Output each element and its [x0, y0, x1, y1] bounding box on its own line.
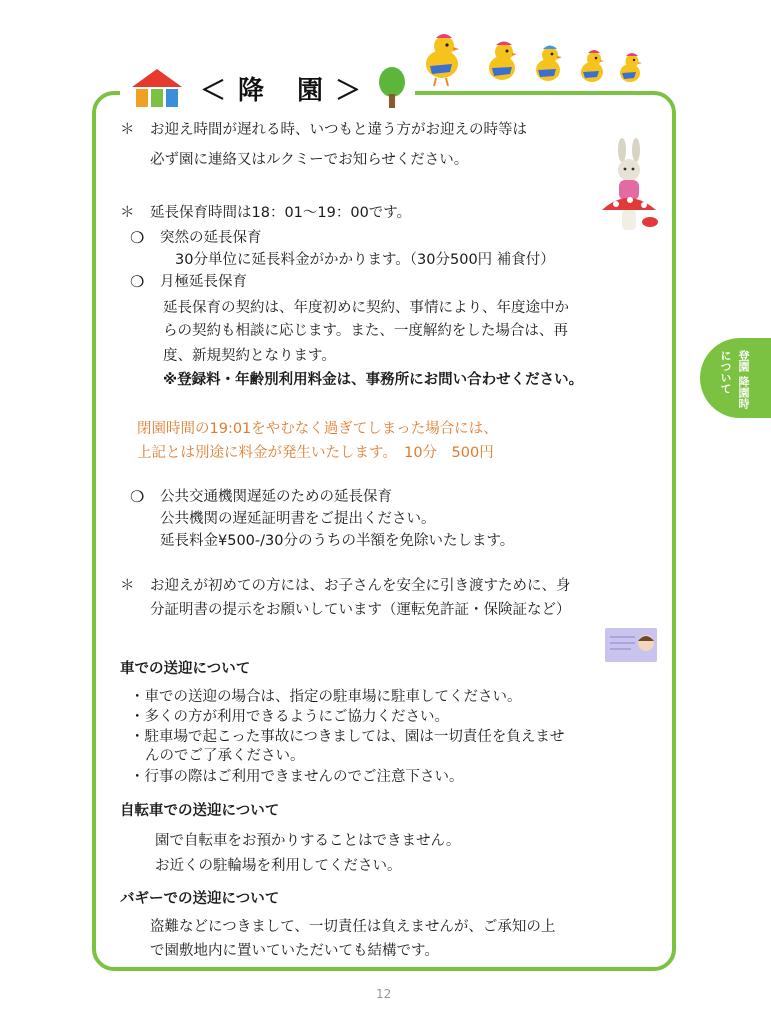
circle-bullet-icon: ❍ — [130, 272, 145, 291]
circle-bullet-icon: ❍ — [130, 487, 145, 506]
monthly-extended-note: ※登録料・年齢別利用料金は、事務所にお問い合わせください。 — [163, 372, 584, 388]
rabbit-mushroom-illustration — [600, 138, 662, 238]
monthly-extended-line2: らの契約も相談に応じます。また、一度解約をした場合は、再 — [163, 323, 568, 339]
id-card-icon — [605, 628, 657, 662]
monthly-extended-title: 月極延長保育 — [160, 274, 247, 290]
monthly-extended-line1: 延長保育の契約は、年度初めに契約、事情により、年度途中か — [163, 300, 569, 316]
house-icon — [128, 67, 186, 109]
transit-title: 公共交通機関遅延のための延長保育 — [160, 489, 392, 505]
extended-heading: 延長保育時間は18：01～19：00です。 — [150, 205, 412, 221]
buggy-line1: 盗難などにつきまして、一切責任は負えませんが、ご承知の上 — [150, 919, 556, 935]
birds-illustration — [422, 30, 652, 88]
tree-icon — [377, 66, 407, 110]
note-mark: ＊ — [120, 205, 135, 221]
bird-icon — [489, 42, 517, 81]
monthly-extended-line3: 度、新規契約となります。 — [163, 348, 336, 364]
transit-line2: 延長料金¥500-/30分のうちの半額を免除いたします。 — [160, 533, 515, 549]
bicycle-line2: お近くの駐輪場を利用してください。 — [155, 858, 402, 874]
side-tab-label-2: について — [719, 350, 732, 394]
car-item: ・行事の際はご利用できませんのでご注意下さい。 — [130, 769, 464, 785]
car-item: ・多くの方が利用できるようにご協力ください。 — [130, 709, 449, 725]
page-title: ＜降 園＞ — [200, 75, 374, 106]
first-pickup-line2: 分証明書の提示をお願いしています（運転免許証・保険証など） — [150, 602, 571, 618]
car-item: んのでご了承ください。 — [145, 748, 305, 764]
sudden-extended-detail: 30分単位に延長料金がかかります。（30分500円 補食付） — [175, 252, 555, 268]
side-tab-label-1: 登園 降園時 — [737, 350, 750, 409]
late-fee-line2: 上記とは別途に料金が発生いたします。 10分 500円 — [137, 445, 494, 461]
transit-line1: 公共機関の遅延証明書をご提出ください。 — [160, 511, 436, 527]
pickup-note-line2: 必ず園に連絡又はルクミーでお知らせください。 — [150, 152, 469, 168]
car-heading: 車での送迎について — [120, 661, 251, 677]
bicycle-heading: 自転車での送迎について — [120, 803, 280, 819]
section-title-block — [120, 66, 415, 110]
page-number: 12 — [376, 987, 392, 1001]
bird-icon — [581, 50, 604, 82]
bicycle-line1: 園で自転車をお預かりすることはできません。 — [155, 833, 461, 849]
car-item: ・駐車場で起こった事故につきましては、園は一切責任を負えませ — [130, 729, 565, 745]
note-mark: ＊ — [120, 122, 135, 138]
side-tab-chapter[interactable] — [700, 338, 771, 418]
first-pickup-line1: お迎えが初めての方には、お子さんを安全に引き渡すために、身 — [150, 578, 571, 594]
buggy-heading: バギーでの送迎について — [120, 891, 280, 907]
late-fee-line1: 閉園時間の19:01をやむなく過ぎてしまった場合には、 — [137, 421, 498, 437]
sudden-extended-title: 突然の延長保育 — [160, 230, 262, 246]
circle-bullet-icon: ❍ — [130, 228, 145, 247]
buggy-line2: で園敷地内に置いていただいても結構です。 — [150, 943, 439, 959]
bird-icon — [620, 53, 642, 82]
note-mark: ＊ — [120, 578, 135, 594]
car-item: ・車での送迎の場合は、指定の駐車場に駐車してください。 — [130, 689, 522, 705]
bird-icon — [536, 46, 562, 82]
bird-icon — [426, 34, 459, 86]
pickup-note-line1: お迎え時間が遅れる時、いつもと違う方がお迎えの時等は — [150, 122, 527, 138]
